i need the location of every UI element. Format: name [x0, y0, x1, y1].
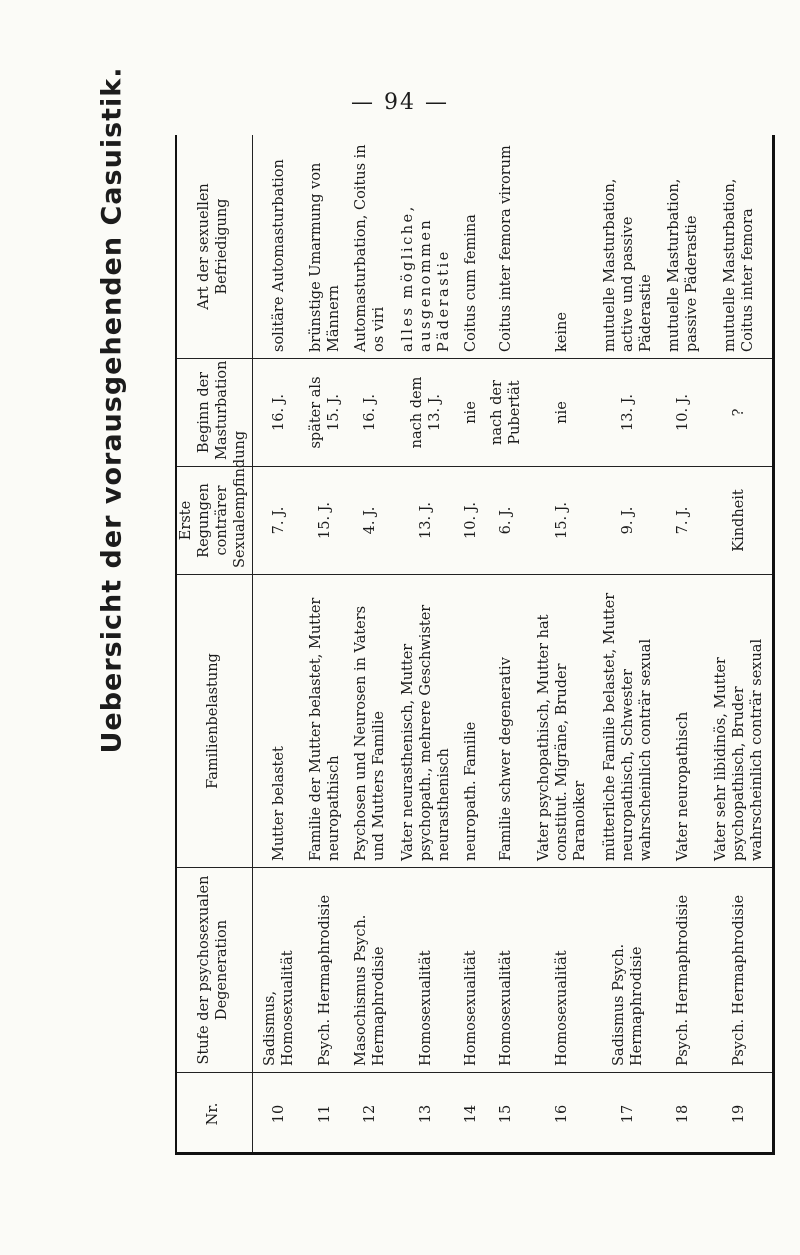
- table-row: [595, 135, 661, 1155]
- cell-erste: 6. J.: [484, 467, 529, 575]
- cell-beginn: 16. J.: [348, 359, 393, 467]
- cell-familie: Familie der Mutter belastet, Mutter neuropathisch: [302, 575, 347, 868]
- cell-art: Coitus cum femina: [463, 214, 480, 352]
- cell-art: solitäre Automasturbation: [271, 159, 288, 352]
- header-stufe: Stufe der psychosexualen Degeneration: [175, 868, 252, 1073]
- cell-nr: 16: [529, 1073, 595, 1156]
- cell-art: Coitus inter femora virorum: [498, 145, 515, 352]
- cell-nr: 13: [393, 1073, 459, 1156]
- cell-nr: 18: [661, 1073, 706, 1156]
- cell-familie: Mutter belastet: [252, 575, 302, 868]
- cell-stufe: Sadismus, Homosexualität: [252, 868, 302, 1073]
- cell-erste: 7. J.: [661, 467, 706, 575]
- cell-beginn: nie: [459, 359, 484, 467]
- left-rule: [175, 1152, 775, 1155]
- cell-erste: Kindheit: [706, 467, 774, 575]
- cell-familie: neuropath. Familie: [459, 575, 484, 868]
- cell-familie: Vater sehr libidinös, Mutter psychopathisch, Bruder wahrscheinlich conträr sexual: [706, 575, 774, 868]
- cell-erste: 13. J.: [393, 467, 459, 575]
- table-row: [302, 135, 347, 1155]
- header-familie: Familienbelastung: [175, 575, 252, 868]
- cell-familie: Familie schwer degenerativ: [484, 575, 529, 868]
- cell-beginn: ?: [706, 359, 774, 467]
- cell-stufe: Masochismus Psych. Hermaphrodisie: [348, 868, 393, 1073]
- casuistik-table: [175, 135, 775, 1155]
- cell-nr: 10: [252, 1073, 302, 1156]
- cell-beginn: 10. J.: [661, 359, 706, 467]
- cell-nr: 17: [595, 1073, 661, 1156]
- cell-stufe: Homosexualität: [484, 868, 529, 1073]
- cell-familie: Psychosen und Neurosen in Vaters und Mutters Familie: [348, 575, 393, 868]
- cell-stufe: Psych. Hermaphrodisie: [302, 868, 347, 1073]
- table-title: Uebersicht der vorausgehenden Casuistik.: [96, 66, 128, 754]
- table-row: [393, 135, 459, 1155]
- table-row: [459, 135, 484, 1155]
- cell-art: brünstige Umarmung von Männern: [307, 162, 343, 352]
- cell-erste: 7. J.: [252, 467, 302, 575]
- table-row: [529, 135, 595, 1155]
- table-row: [348, 135, 393, 1155]
- cell-nr: 11: [302, 1073, 347, 1156]
- cell-stufe: Homosexualität: [529, 868, 595, 1073]
- cell-stufe: Homosexualität: [459, 868, 484, 1073]
- cell-nr: 12: [348, 1073, 393, 1156]
- cell-beginn: später als 15. J.: [302, 359, 347, 467]
- cell-art: keine: [553, 312, 570, 352]
- cell-art: mutuelle Masturbation, Coitus inter femora: [706, 135, 774, 359]
- header-beginn: Beginn der Masturbation: [175, 359, 252, 467]
- header-erste: Erste Regungen conträrer Sexualempfindung: [175, 467, 252, 575]
- cell-erste: 10. J.: [459, 467, 484, 575]
- page-number: — 94 —: [351, 90, 449, 115]
- header-nr: Nr.: [175, 1073, 252, 1156]
- cell-beginn: 16. J.: [252, 359, 302, 467]
- cell-erste: 15. J.: [529, 467, 595, 575]
- cell-beginn: nach dem 13. J.: [393, 359, 459, 467]
- header-art: Art der sexuellen Befriedigung: [175, 135, 252, 359]
- table-row: [484, 135, 529, 1155]
- cell-stufe: Homosexualität: [393, 868, 459, 1073]
- table-row: [661, 135, 706, 1155]
- table-frame: [175, 135, 775, 1155]
- cell-familie: Vater psychopathisch, Mutter hat constitut. Migräne, Bruder Paranoiker: [529, 575, 595, 868]
- cell-art: alles mögliche, ausgenommen Päderastie: [399, 204, 453, 352]
- cell-erste: 15. J.: [302, 467, 347, 575]
- table-row: [252, 135, 302, 1155]
- cell-stufe: Psych. Hermaphrodisie: [706, 868, 774, 1073]
- cell-beginn: 13. J.: [595, 359, 661, 467]
- top-rule: [175, 135, 177, 1155]
- cell-beginn: nach der Pubertät: [484, 359, 529, 467]
- cell-erste: 4. J.: [348, 467, 393, 575]
- cell-nr: 19: [706, 1073, 774, 1156]
- cell-art: mutuelle Masturbation, active und passive Päderastie: [601, 178, 654, 352]
- cell-stufe: Sadismus Psych. Hermaphrodisie: [595, 868, 661, 1073]
- cell-familie: Vater neurasthenisch, Mutter psychopath., mehrere Geschwister neurasthenisch: [393, 575, 459, 868]
- rotated-table-container: [175, 135, 775, 1155]
- table-row: [706, 135, 774, 1155]
- cell-nr: 14: [459, 1073, 484, 1156]
- cell-nr: 15: [484, 1073, 529, 1156]
- cell-familie: Vater neuropathisch: [661, 575, 706, 868]
- header-row: [175, 135, 252, 1155]
- cell-art: mutuelle Masturbation, passive Päderastie: [666, 178, 701, 352]
- cell-erste: 9. J.: [595, 467, 661, 575]
- cell-familie: mütterliche Familie belastet, Mutter neuropathisch, Schwester wahrscheinlich conträr sexual: [595, 575, 661, 868]
- cell-beginn: nie: [529, 359, 595, 467]
- cell-art: Automasturbation, Coitus in os viri: [353, 144, 388, 352]
- cell-stufe: Psych. Hermaphrodisie: [661, 868, 706, 1073]
